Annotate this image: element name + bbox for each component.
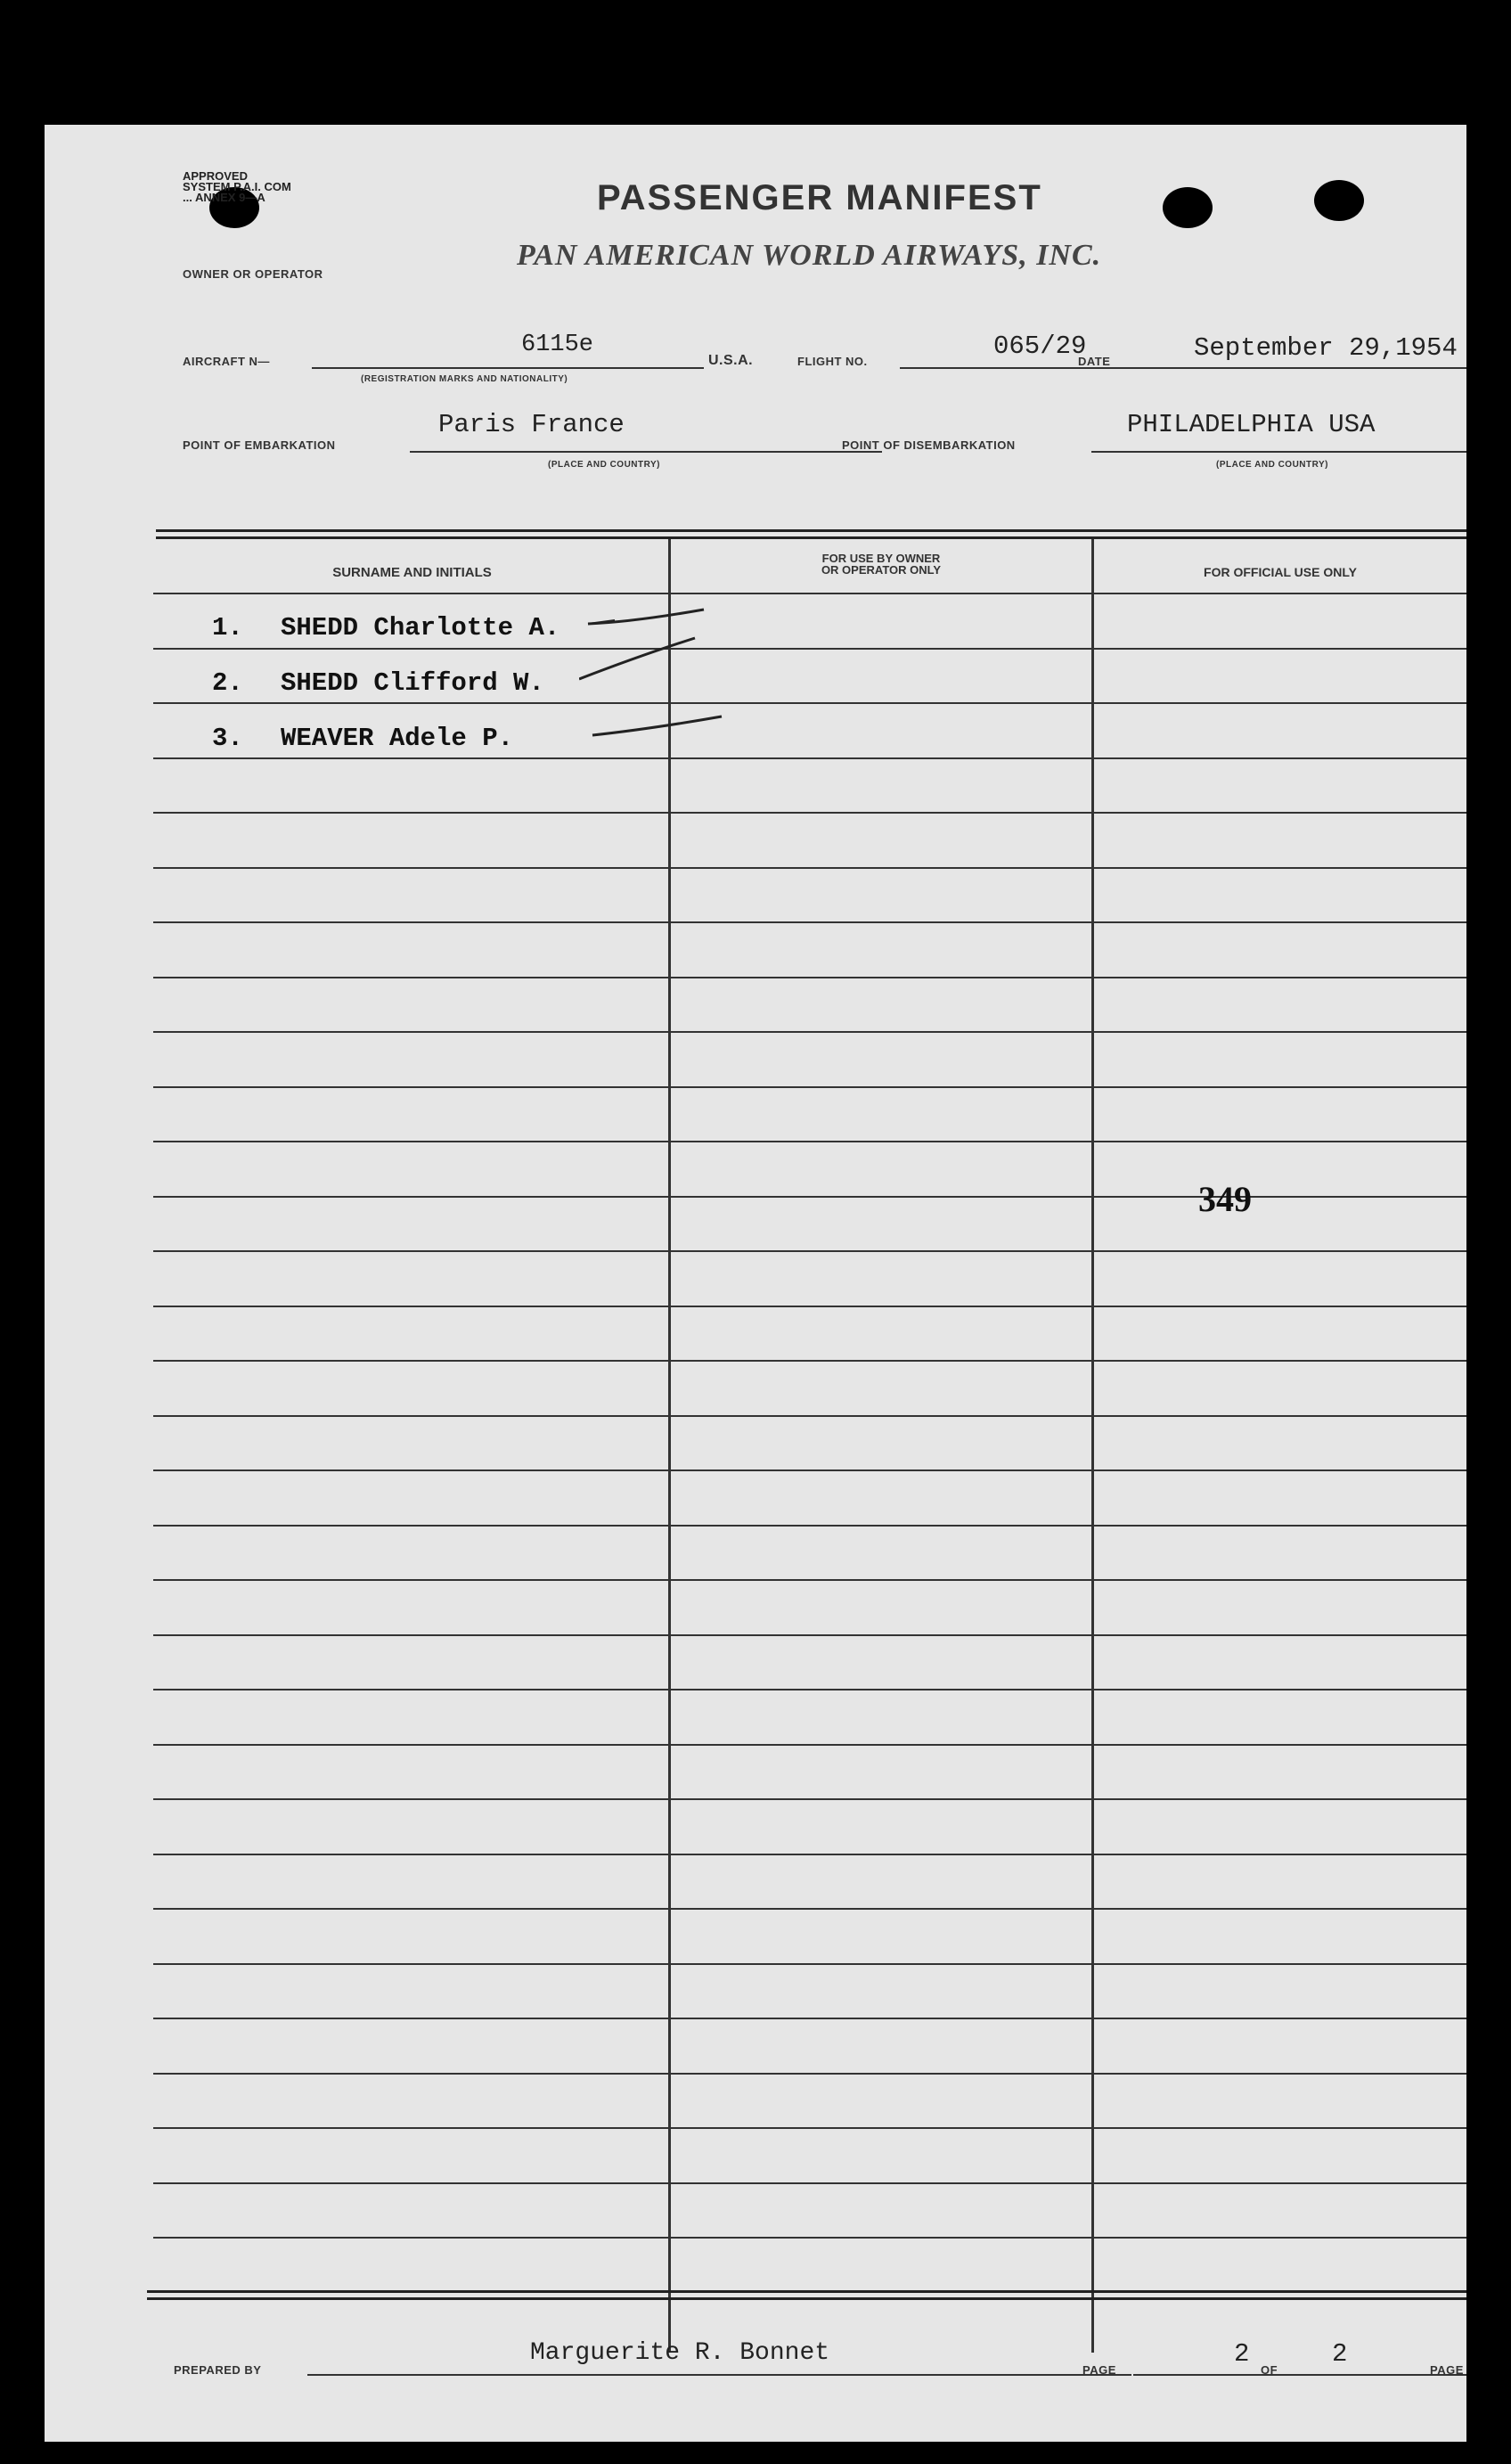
table-row-line xyxy=(153,1798,1466,1800)
table-row-line xyxy=(153,1360,1466,1362)
table-row-line xyxy=(153,921,1466,923)
aircraft-label: AIRCRAFT N— xyxy=(183,355,270,368)
table-row-line xyxy=(153,1634,1466,1636)
table-row-line xyxy=(153,977,1466,978)
column-owner-use: FOR USE BY OWNER OR OPERATOR ONLY xyxy=(821,552,942,577)
flight-value: 065/29 xyxy=(993,332,1087,361)
passenger-3-number: 3. xyxy=(212,724,243,753)
table-row-line xyxy=(153,1086,1466,1088)
table-row-line xyxy=(153,1854,1466,1855)
page-value: 2 xyxy=(1234,2339,1250,2369)
table-row-line xyxy=(153,1141,1466,1142)
disembarkation-label: POINT OF DISEMBARKATION xyxy=(842,438,1016,452)
table-row-line xyxy=(153,2237,1466,2239)
approved-stamp: APPROVED SYSTEM P.A.I. COM ... ANNEX 9—A xyxy=(183,169,291,204)
table-row-line xyxy=(153,1579,1466,1581)
date-label: DATE xyxy=(1078,355,1111,368)
passenger-2-name: SHEDD Clifford W. xyxy=(281,668,544,698)
table-row-line xyxy=(153,1744,1466,1746)
column-official-use: FOR OFFICIAL USE ONLY xyxy=(1204,565,1357,579)
table-row-line xyxy=(153,1196,1466,1198)
check-marks xyxy=(579,588,811,766)
stamp-number: 349 xyxy=(1198,1179,1252,1219)
table-row-line xyxy=(153,2127,1466,2129)
table-row-line xyxy=(153,2073,1466,2075)
punch-hole-right xyxy=(1314,180,1364,221)
embarkation-label: POINT OF EMBARKATION xyxy=(183,438,336,452)
table-row-line xyxy=(153,1415,1466,1417)
flight-label: FLIGHT NO. xyxy=(797,355,868,368)
passenger-2-number: 2. xyxy=(212,668,243,698)
table-row-line xyxy=(153,1469,1466,1471)
table-row-line xyxy=(153,812,1466,814)
table-row-line xyxy=(153,2182,1466,2184)
owner-value: PAN AMERICAN WORLD AIRWAYS, INC. xyxy=(517,239,1102,272)
document-title: PASSENGER MANIFEST xyxy=(597,178,1042,217)
table-row-line xyxy=(153,1250,1466,1252)
passenger-3-name: WEAVER Adele P. xyxy=(281,724,514,753)
disembarkation-value: PHILADELPHIA USA xyxy=(1127,410,1376,439)
embarkation-value: Paris France xyxy=(438,410,625,439)
date-value: September 29,1954 xyxy=(1194,333,1458,363)
table-row-line xyxy=(153,1031,1466,1033)
manifest-sheet xyxy=(45,125,1466,2442)
table-row-line xyxy=(153,1963,1466,1965)
disembarkation-sublabel: (PLACE AND COUNTRY) xyxy=(1216,460,1328,470)
table-row-line xyxy=(153,1525,1466,1527)
page-label-2: PAGE xyxy=(1430,2363,1464,2377)
column-surname: SURNAME AND INITIALS xyxy=(332,565,492,580)
table-row-line xyxy=(153,867,1466,869)
punch-hole-middle xyxy=(1163,187,1213,228)
table-row-line xyxy=(153,1306,1466,1307)
table-row-line xyxy=(153,1689,1466,1690)
of-value: 2 xyxy=(1332,2339,1348,2369)
aircraft-value: 6115e xyxy=(521,332,594,358)
owner-label: OWNER OR OPERATOR xyxy=(183,267,323,281)
prepared-value: Marguerite R. Bonnet xyxy=(530,2339,830,2367)
usa-label: U.S.A. xyxy=(708,353,754,368)
table-row-line xyxy=(153,2018,1466,2019)
of-label: OF xyxy=(1261,2363,1278,2377)
table-row-line xyxy=(153,1908,1466,1910)
passenger-1-number: 1. xyxy=(212,613,243,643)
prepared-label: PREPARED BY xyxy=(174,2363,262,2377)
passenger-1-name: SHEDD Charlotte A. xyxy=(281,613,560,643)
embarkation-sublabel: (PLACE AND COUNTRY) xyxy=(548,460,660,470)
aircraft-sublabel: (REGISTRATION MARKS AND NATIONALITY) xyxy=(361,374,568,384)
page-label: PAGE xyxy=(1082,2363,1116,2377)
